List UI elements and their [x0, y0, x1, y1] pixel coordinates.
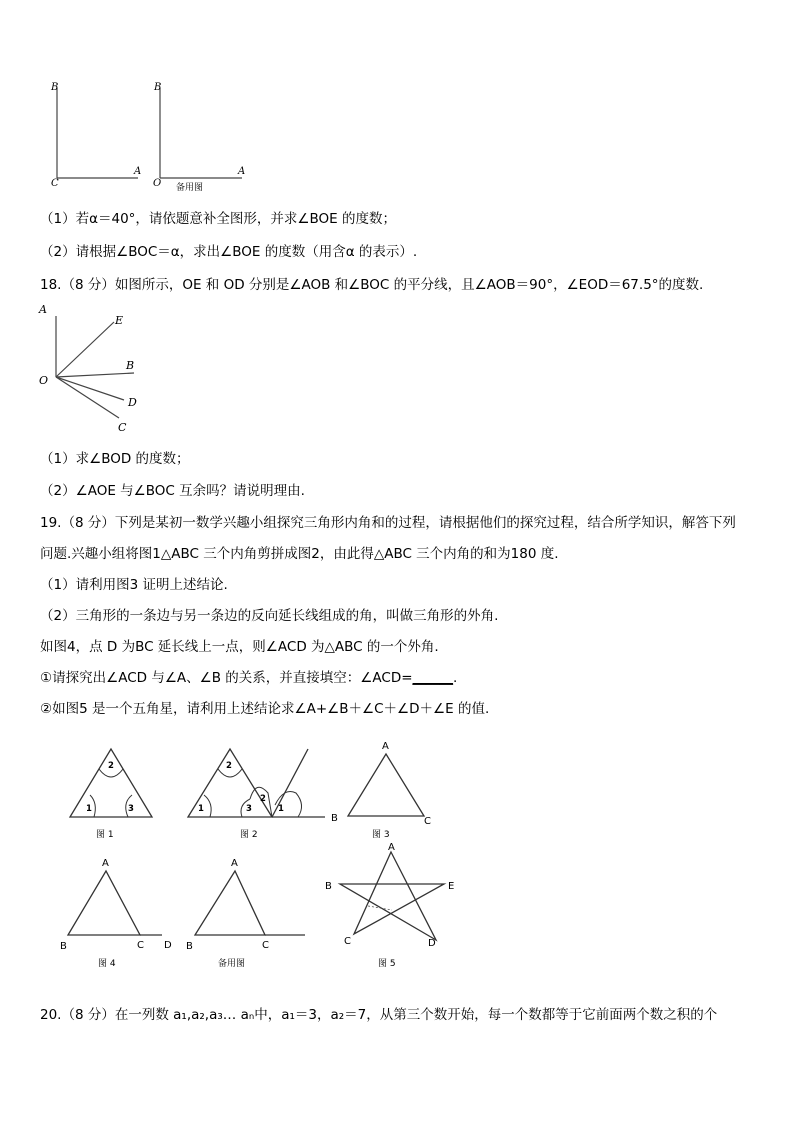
label-E: E: [115, 314, 124, 327]
label-B: B: [60, 941, 67, 952]
caption-fig3: 图 3: [372, 830, 390, 840]
q18-part1: （1）求∠BOD 的度数；: [40, 451, 190, 467]
caption-fig1: 图 1: [96, 830, 114, 840]
angle-3: 3: [128, 804, 134, 814]
label-D: D: [128, 396, 137, 409]
q17-part1: （1）若α＝40°，请依题意补全图形，并求∠BOE 的度数；: [40, 211, 396, 227]
q19-sub1-suffix: .: [453, 670, 458, 686]
figure-1: [66, 745, 156, 845]
q20-stem: 20.（8 分）在一列数 a₁,a₂,a₃… aₙ中，a₁＝3，a₂＝7，从第三个数开始，每一个数都等于它前面两个数之积的个: [40, 1007, 718, 1023]
q19-part1: （1）请利用图3 证明上述结论.: [40, 577, 228, 593]
label-B: B: [51, 82, 59, 93]
label-B: B: [331, 813, 338, 824]
caption-fig5: 图 5: [378, 959, 396, 969]
label-B: B: [186, 941, 193, 952]
q19-stem-line1: 19.（8 分）下列是某初一数学兴趣小组探究三角形内角和的过程，请根据他们的探究过程，结合所学知识，解答下列: [40, 515, 736, 531]
label-D: D: [164, 940, 172, 951]
angle-2: 2: [226, 761, 232, 771]
figure-2: [180, 745, 340, 845]
label-A: A: [39, 303, 47, 316]
figure-spare: [183, 855, 313, 970]
q18-part2: （2）∠AOE 与∠BOC 互余吗？请说明理由.: [40, 483, 305, 499]
label-A: A: [238, 166, 246, 177]
label-A: A: [382, 741, 389, 752]
q17-part2: （2）请根据∠BOC＝α，求出∠BOE 的度数（用含α 的表示）.: [40, 244, 418, 260]
label-A: A: [231, 858, 238, 869]
angle-1-moved: 1: [278, 804, 284, 814]
q17-figure-main: [48, 80, 148, 190]
figure-4: [58, 855, 188, 970]
angle-3: 3: [246, 804, 252, 814]
q17-figure-spare: [150, 80, 260, 195]
angle-2: 2: [108, 761, 114, 771]
label-D: D: [428, 938, 436, 949]
label-C: C: [51, 178, 59, 189]
label-B: B: [126, 359, 135, 372]
figure-5: [322, 840, 462, 970]
answer-blank[interactable]: ______: [412, 670, 454, 686]
q19-sub1: [40, 666, 457, 686]
q19-sub2: ②如图5 是一个五角星，请利用上述结论求∠A+∠B＋∠C＋∠D＋∠E 的值.: [40, 701, 490, 717]
label-A: A: [102, 858, 109, 869]
label-A: A: [388, 842, 395, 853]
label-A: A: [134, 166, 142, 177]
caption-fig2: 图 2: [240, 830, 258, 840]
angle-2-moved: 2: [260, 794, 266, 804]
q18-stem: 18.（8 分）如图所示，OE 和 OD 分别是∠AOB 和∠BOC 的平分线，且∠AOB＝90°，∠EOD＝67.5°的度数.: [40, 277, 704, 293]
label-C: C: [424, 816, 431, 827]
label-B: B: [154, 82, 162, 93]
label-C: C: [137, 940, 144, 951]
label-E: E: [448, 881, 455, 892]
q19-fig4-description: 如图4，点 D 为BC 延长线上一点，则∠ACD 为△ABC 的一个外角.: [40, 639, 439, 655]
caption-fig4: 图 4: [98, 959, 116, 969]
label-C: C: [118, 421, 127, 434]
angle-1: 1: [86, 804, 92, 814]
q18-figure: [36, 300, 146, 435]
label-O: O: [153, 178, 162, 189]
q19-part2: （2）三角形的一条边与另一条边的反向延长线组成的角，叫做三角形的外角.: [40, 608, 499, 624]
q19-sub1-prefix: ①请探究出∠ACD 与∠A、∠B 的关系，并直接填空：∠ACD=: [40, 670, 413, 686]
label-B: B: [325, 881, 332, 892]
label-C: C: [344, 936, 351, 947]
caption-spare: 备用图: [176, 183, 204, 193]
figure-3: [328, 738, 438, 848]
label-C: C: [262, 940, 269, 951]
q19-stem-line2: 问题.兴趣小组将图1△ABC 三个内角剪拼成图2，由此得△ABC 三个内角的和为180 度.: [40, 546, 559, 562]
label-O: O: [39, 374, 49, 387]
angle-1: 1: [198, 804, 204, 814]
caption-spare-fig: 备用图: [218, 959, 246, 969]
